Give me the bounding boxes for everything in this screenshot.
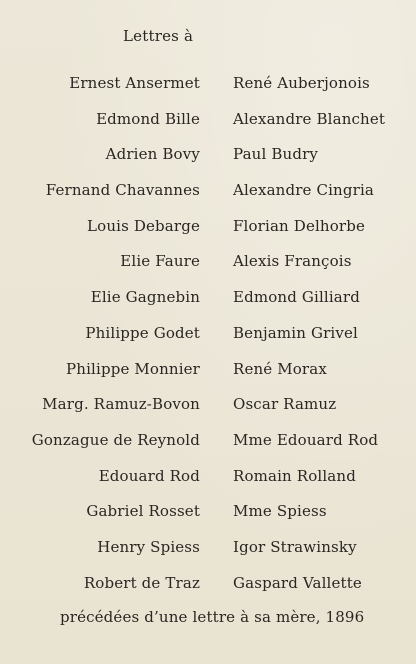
recipient-right: Mme Edouard Rod [233, 430, 379, 449]
recipient-right: Florian Delhorbe [233, 216, 366, 235]
recipient-left: Elie Gagnebin [90, 288, 200, 307]
recipient-row [0, 324, 416, 360]
recipient-right: Igor Strawinsky [233, 537, 357, 556]
recipient-right: Alexis François [233, 252, 352, 271]
recipient-list [0, 74, 416, 609]
recipient-row [0, 181, 416, 217]
recipient-left: Gonzague de Reynold [31, 430, 200, 449]
recipient-row [0, 288, 416, 324]
recipient-right: Romain Rolland [233, 466, 356, 485]
recipient-row [0, 502, 416, 538]
recipient-row [0, 395, 416, 431]
recipient-left: Louis Debarge [87, 216, 200, 235]
recipient-row [0, 538, 416, 574]
footer-note: précédées d’une lettre à sa mère, 1896 [60, 608, 365, 626]
recipient-left: Marg. Ramuz-Bovon [42, 395, 200, 414]
recipient-right: Gaspard Vallette [233, 573, 362, 592]
recipient-left: Fernand Chavannes [45, 181, 200, 200]
recipient-left: Gabriel Rosset [86, 502, 200, 521]
recipient-right: Benjamin Grivel [233, 323, 358, 342]
recipient-row [0, 574, 416, 610]
recipient-left: Philippe Godet [85, 323, 200, 342]
recipient-row [0, 360, 416, 396]
recipient-right: Alexandre Blanchet [233, 109, 386, 128]
recipient-row [0, 467, 416, 503]
recipient-row [0, 145, 416, 181]
recipient-row [0, 252, 416, 288]
recipient-left: Elie Faure [120, 252, 200, 271]
recipient-left: Robert de Traz [83, 573, 200, 592]
recipient-right: René Auberjonois [233, 74, 370, 92]
recipient-left: Ernest Ansermet [69, 74, 200, 92]
recipient-right: Mme Spiess [233, 502, 327, 521]
recipient-left: Edouard Rod [98, 466, 200, 485]
heading-title: Lettres à [123, 27, 194, 45]
recipient-right: Alexandre Cingria [233, 181, 374, 200]
recipient-row [0, 74, 416, 110]
recipient-left: Henry Spiess [97, 537, 200, 556]
recipient-left: Edmond Bille [96, 109, 200, 128]
recipient-right: Oscar Ramuz [233, 395, 337, 414]
recipient-row [0, 431, 416, 467]
recipient-right: René Morax [233, 359, 327, 378]
recipient-right: Paul Budry [233, 145, 319, 164]
recipient-right: Edmond Gilliard [233, 288, 360, 307]
recipient-left: Adrien Bovy [105, 145, 200, 164]
recipient-row [0, 217, 416, 253]
recipient-left: Philippe Monnier [66, 359, 200, 378]
recipient-row [0, 110, 416, 146]
